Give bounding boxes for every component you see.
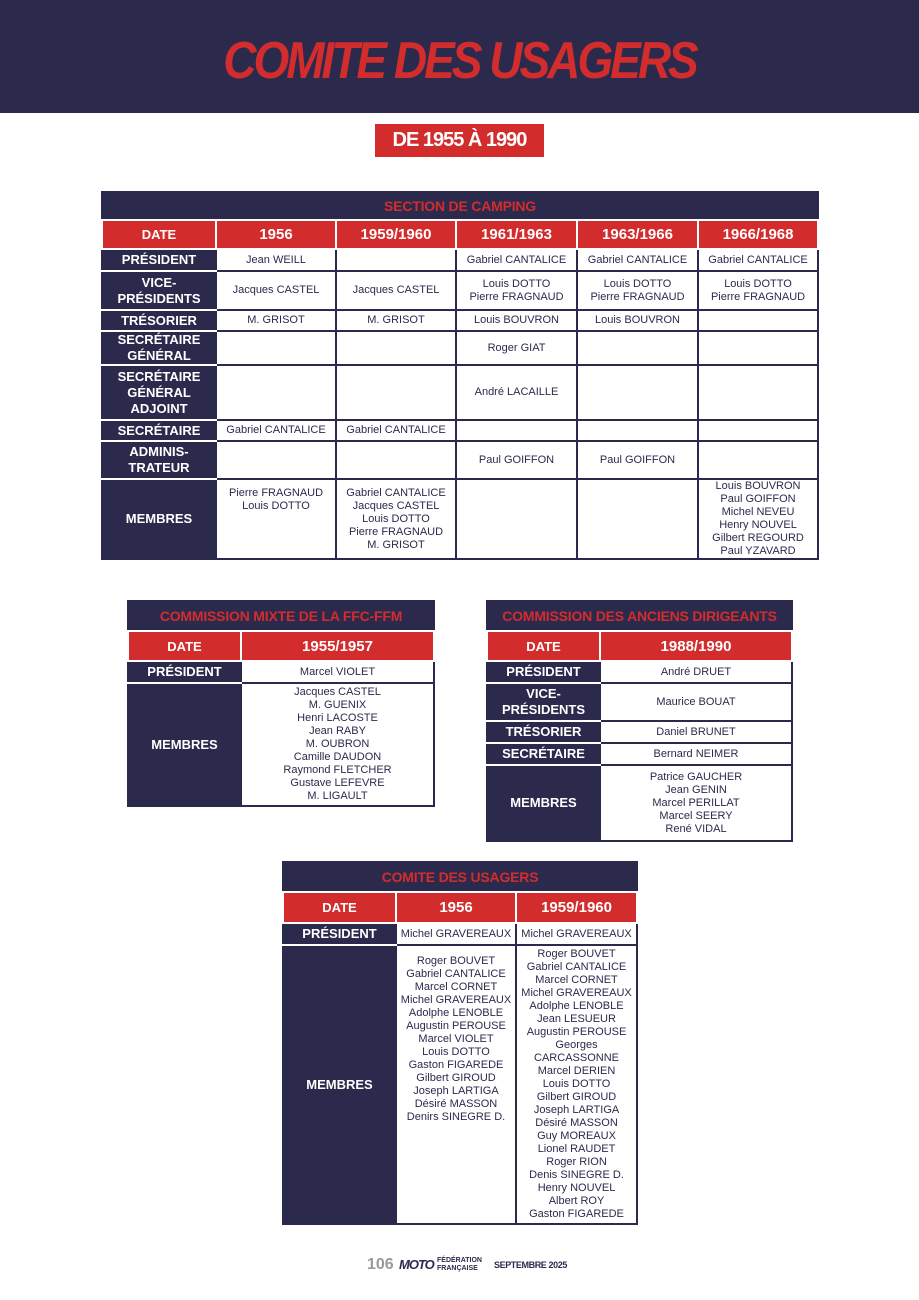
table-cell <box>216 365 336 420</box>
year-header: 1959/1960 <box>336 220 456 249</box>
table-row <box>102 420 818 441</box>
row-label: PRÉSIDENT <box>487 661 600 683</box>
table-row <box>102 310 818 331</box>
table-cell: Gabriel CANTALICE <box>456 249 577 271</box>
row-label: PRÉSIDENT <box>283 923 396 945</box>
table-cell: Gabriel CANTALICE <box>336 420 456 441</box>
period-badge: DE 1955 À 1990 <box>375 124 544 157</box>
table-cell <box>698 441 818 479</box>
table-cell: Roger GIAT <box>456 331 577 365</box>
row-label: VICE- PRÉSIDENTS <box>102 271 216 310</box>
table-cell: Roger BOUVET Gabriel CANTALICE Marcel CORNET Michel GRAVEREAUX Adolphe LENOBLE Augustin PEROUSE Marcel VIOLET Louis DOTTO Gaston FIGAREDE Gilbert GIROUD Joseph LARTIGA Désiré MASSON Denirs SINEGRE D. <box>396 945 516 1224</box>
table-cell: Paul GOIFFON <box>456 441 577 479</box>
row-label: TRÉSORIER <box>487 721 600 743</box>
table-cell: Daniel BRUNET <box>600 721 792 743</box>
table-cell <box>577 479 698 559</box>
year-header: 1956 <box>396 892 516 923</box>
table-cell: Paul GOIFFON <box>577 441 698 479</box>
date-header: DATE <box>487 631 600 661</box>
table-row <box>102 441 818 479</box>
table-commission-anciens <box>486 600 793 842</box>
row-label: SECRÉTAIRE GÉNÉRAL <box>102 331 216 365</box>
date-header: DATE <box>102 220 216 249</box>
table-cell: Maurice BOUAT <box>600 683 792 721</box>
row-label: MEMBRES <box>128 683 241 806</box>
table-cell: Jacques CASTEL <box>336 271 456 310</box>
table-cell: M. GRISOT <box>216 310 336 331</box>
table-cell <box>336 365 456 420</box>
row-label: ADMINIS- TRATEUR <box>102 441 216 479</box>
table-cell: Louis DOTTO Pierre FRAGNAUD <box>698 271 818 310</box>
table-cell: Gabriel CANTALICE <box>698 249 818 271</box>
year-header: 1956 <box>216 220 336 249</box>
section-title: COMMISSION DES ANCIENS DIRIGEANTS <box>487 601 792 631</box>
table-cell <box>577 331 698 365</box>
table-cell <box>698 331 818 365</box>
row-label: SECRÉTAIRE <box>102 420 216 441</box>
table-cell: Michel GRAVEREAUX <box>396 923 516 945</box>
table-cell: Louis DOTTO Pierre FRAGNAUD <box>456 271 577 310</box>
table-cell: Gabriel CANTALICE <box>577 249 698 271</box>
row-label: TRÉSORIER <box>102 310 216 331</box>
table-cell <box>456 420 577 441</box>
page-footer <box>0 1257 919 1273</box>
table-cell: Gabriel CANTALICE Jacques CASTEL Louis DOTTO Pierre FRAGNAUD M. GRISOT <box>336 479 456 559</box>
table-cell: Jacques CASTEL M. GUENIX Henri LACOSTE Jean RABY M. OUBRON Camille DAUDON Raymond FLETCHER Gustave LEFEVRE M. LIGAULT <box>241 683 434 806</box>
date-header: DATE <box>283 892 396 923</box>
section-title: COMITE DES USAGERS <box>283 862 637 892</box>
row-label: SECRÉTAIRE <box>487 743 600 765</box>
table-row <box>102 479 818 559</box>
table-cell <box>336 331 456 365</box>
table-row <box>487 765 792 841</box>
table-cell: Jean WEILL <box>216 249 336 271</box>
table-section-camping <box>101 191 819 560</box>
year-header: 1961/1963 <box>456 220 577 249</box>
table-cell: André DRUET <box>600 661 792 683</box>
table-cell: Patrice GAUCHER Jean GENIN Marcel PERILLAT Marcel SEERY René VIDAL <box>600 765 792 841</box>
date-header: DATE <box>128 631 241 661</box>
table-row <box>283 923 637 945</box>
table-cell <box>698 365 818 420</box>
table-cell: Bernard NEIMER <box>600 743 792 765</box>
table-row <box>102 365 818 420</box>
row-label: MEMBRES <box>102 479 216 559</box>
row-label: PRÉSIDENT <box>102 249 216 271</box>
table-cell: Pierre FRAGNAUD Louis DOTTO <box>216 479 336 559</box>
table-comite-usagers <box>282 861 638 1225</box>
table-commission-mixte <box>127 600 435 807</box>
year-header: 1966/1968 <box>698 220 818 249</box>
table-row <box>487 743 792 765</box>
table-cell <box>577 365 698 420</box>
table-cell: Gabriel CANTALICE <box>216 420 336 441</box>
table-row <box>487 683 792 721</box>
table-row <box>128 683 434 806</box>
table-cell: André LACAILLE <box>456 365 577 420</box>
federation-line-2: FRANÇAISE <box>437 1265 478 1272</box>
table-cell: Roger BOUVET Gabriel CANTALICE Marcel CORNET Michel GRAVEREAUX Adolphe LENOBLE Jean LESUEUR Augustin PEROUSE Georges CARCASSONNE Marcel DERIEN Louis DOTTO Gilbert GIROUD Joseph LARTIGA Désiré MASSON Guy MOREAUX Lionel RAUDET Roger RION Denis SINEGRE D. Henry NOUVEL Albert ROY Gaston FIGAREDE <box>516 945 637 1224</box>
table-cell <box>336 249 456 271</box>
table-row <box>128 661 434 683</box>
table-cell <box>577 420 698 441</box>
table-row <box>283 945 637 1224</box>
row-label: VICE- PRÉSIDENTS <box>487 683 600 721</box>
table-cell <box>698 420 818 441</box>
table-cell <box>456 479 577 559</box>
table-cell: M. GRISOT <box>336 310 456 331</box>
table-row <box>102 249 818 271</box>
page-number: 106 <box>367 1256 394 1273</box>
table-cell: Marcel VIOLET <box>241 661 434 683</box>
table-cell: Louis BOUVRON <box>577 310 698 331</box>
table-cell <box>216 331 336 365</box>
row-label: MEMBRES <box>283 945 396 1224</box>
row-label: SECRÉTAIRE GÉNÉRAL ADJOINT <box>102 365 216 420</box>
table-cell <box>216 441 336 479</box>
year-header: 1988/1990 <box>600 631 792 661</box>
table-cell <box>698 310 818 331</box>
table-cell: Louis BOUVRON Paul GOIFFON Michel NEVEU Henry NOUVEL Gilbert REGOURD Paul YZAVARD <box>698 479 818 559</box>
year-header: 1963/1966 <box>577 220 698 249</box>
year-header: 1955/1957 <box>241 631 434 661</box>
table-row <box>102 271 818 310</box>
federation-name <box>437 1257 482 1273</box>
table-cell: Jacques CASTEL <box>216 271 336 310</box>
table-row <box>487 661 792 683</box>
edition-date: SEPTEMBRE 2025 <box>494 1260 567 1270</box>
table-cell: Michel GRAVEREAUX <box>516 923 637 945</box>
page-title: COMITE DES USAGERS <box>223 30 696 90</box>
table-row <box>102 331 818 365</box>
table-cell <box>336 441 456 479</box>
year-header: 1959/1960 <box>516 892 637 923</box>
section-title: SECTION DE CAMPING <box>102 192 818 220</box>
section-title: COMMISSION MIXTE DE LA FFC-FFM <box>128 601 434 631</box>
table-cell: Louis BOUVRON <box>456 310 577 331</box>
row-label: MEMBRES <box>487 765 600 841</box>
table-row <box>487 721 792 743</box>
row-label: PRÉSIDENT <box>128 661 241 683</box>
table-cell: Louis DOTTO Pierre FRAGNAUD <box>577 271 698 310</box>
ffm-logo: MOTO <box>399 1257 434 1272</box>
federation-line-1: FÉDÉRATION <box>437 1257 482 1264</box>
